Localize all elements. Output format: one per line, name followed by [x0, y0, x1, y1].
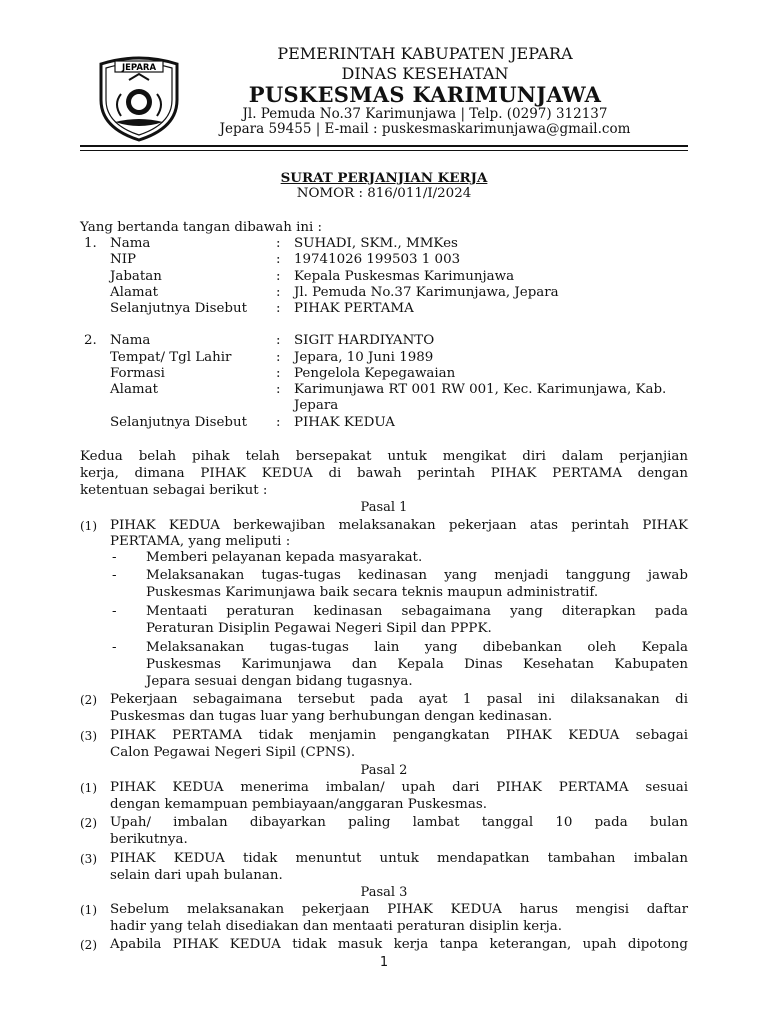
party-2-value: PIHAK KEDUA	[294, 415, 395, 430]
document-number: NOMOR : 816/011/I/2024	[296, 186, 472, 201]
bullet-text: Mentaati peraturan kedinasan sebagaimana yang diterapkan pada	[146, 604, 688, 619]
party-1-label: Nama	[110, 236, 151, 251]
party-2-label: Selanjutnya Disebut	[110, 415, 247, 430]
header-rule-thick	[80, 145, 688, 147]
party-1-value: PIHAK PERTAMA	[294, 301, 414, 316]
document-title: SURAT PERJANJIAN KERJA	[280, 170, 488, 186]
header-government: PEMERINTAH KABUPATEN JEPARA	[277, 44, 573, 63]
header-rule-thin	[80, 150, 688, 151]
pasal-1-heading: Pasal 1	[360, 500, 408, 515]
bullet-text: Memberi pelayanan kepada masyarakat.	[146, 550, 423, 565]
clause-text: Puskesmas dan tugas luar yang berhubungan dengan kedinasan.	[110, 709, 553, 724]
colon: :	[276, 415, 281, 430]
clause-text: PIHAK KEDUA menerima imbalan/ upah dari PIHAK PERTAMA sesuai	[110, 780, 688, 795]
bullet-text: Jepara sesuai dengan bidang tugasnya.	[146, 674, 413, 689]
page-number: 1	[379, 955, 389, 970]
clause-text: Sebelum melaksanakan pekerjaan PIHAK KEDUA harus mengisi daftar	[110, 902, 688, 917]
bullet-dash: -	[112, 640, 117, 655]
clause-number: (3)	[80, 729, 97, 743]
clause-text: Upah/ imbalan dibayarkan paling lambat tanggal 10 pada bulan	[110, 815, 688, 830]
party-1-value: 19741026 199503 1 003	[294, 252, 461, 267]
party-2-label: Formasi	[110, 366, 165, 381]
clause-number: (3)	[80, 852, 97, 866]
jepara-coat-of-arms-logo	[93, 50, 185, 142]
party-2-label: Tempat/ Tgl Lahir	[110, 350, 232, 365]
colon: :	[276, 382, 281, 397]
party-1-number: 1.	[84, 236, 97, 251]
bullet-text: Peraturan Disiplin Pegawai Negeri Sipil dan PPPK.	[146, 621, 492, 636]
clause-text: Pekerjaan sebagaimana tersebut pada ayat 1 pasal ini dilaksanakan di	[110, 692, 688, 707]
party-2-label: Alamat	[110, 382, 158, 397]
colon: :	[276, 252, 281, 267]
clause-text: berikutnya.	[110, 832, 188, 847]
clause-text: Calon Pegawai Negeri Sipil (CPNS).	[110, 745, 356, 760]
clause-number: (1)	[80, 519, 97, 533]
party-2-value-continued: Jepara	[294, 398, 339, 413]
party-1-value: SUHADI, SKM., MMKes	[294, 236, 458, 251]
colon: :	[276, 366, 281, 381]
bullet-dash: -	[112, 568, 117, 583]
clause-number: (2)	[80, 938, 97, 952]
clause-number: (1)	[80, 903, 97, 917]
clause-text: dengan kemampuan pembiayaan/anggaran Puskesmas.	[110, 797, 487, 812]
colon: :	[276, 301, 281, 316]
bullet-text: Melaksanakan tugas-tugas lain yang dibebankan oleh Kepala	[146, 640, 688, 655]
bullet-text: Puskesmas Karimunjawa baik secara teknis maupun administratif.	[146, 585, 599, 600]
opening-paragraph-line: Kedua belah pihak telah bersepakat untuk mengikat diri dalam perjanjian	[80, 449, 688, 464]
bullet-dash: -	[112, 604, 117, 619]
party-1-label: Alamat	[110, 285, 158, 300]
opening-paragraph-line: kerja, dimana PIHAK KEDUA di bawah perintah PIHAK PERTAMA dengan	[80, 466, 688, 481]
clause-text: PERTAMA, yang meliputi :	[110, 534, 291, 549]
opening-paragraph-line: ketentuan sebagai berikut :	[80, 483, 268, 498]
pasal-2-heading: Pasal 2	[360, 763, 408, 778]
clause-text: hadir yang telah disediakan dan mentaati peraturan disiplin kerja.	[110, 919, 562, 934]
logo-lettering: JEPARA	[121, 63, 157, 73]
header-institution: PUSKESMAS KARIMUNJAWA	[248, 82, 602, 107]
colon: :	[276, 350, 281, 365]
clause-text: Apabila PIHAK KEDUA tidak masuk kerja tanpa keterangan, upah dipotong	[110, 937, 688, 952]
clause-text: PIHAK KEDUA berkewajiban melaksanakan pekerjaan atas perintah PIHAK	[110, 518, 688, 533]
header-address: Jl. Pemuda No.37 Karimunjawa | Telp. (0297) 312137	[242, 106, 608, 122]
colon: :	[276, 236, 281, 251]
party-2-number: 2.	[84, 333, 97, 348]
party-2-value: Jepara, 10 Juni 1989	[294, 350, 434, 365]
bullet-dash: -	[112, 550, 117, 565]
colon: :	[276, 285, 281, 300]
party-2-label: Nama	[110, 333, 151, 348]
party-1-value: Kepala Puskesmas Karimunjawa	[294, 269, 515, 284]
clause-number: (2)	[80, 693, 97, 707]
pasal-3-heading: Pasal 3	[360, 885, 408, 900]
bullet-text: Melaksanakan tugas-tugas kedinasan yang menjadi tanggung jawab	[146, 568, 688, 583]
party-1-label: Selanjutnya Disebut	[110, 301, 247, 316]
party-1-label: Jabatan	[110, 269, 162, 284]
clause-text: PIHAK PERTAMA tidak menjamin pengangkatan PIHAK KEDUA sebagai	[110, 728, 688, 743]
party-1-value: Jl. Pemuda No.37 Karimunjawa, Jepara	[294, 285, 559, 300]
bullet-text: Puskesmas Karimunjawa dan Kepala Dinas Kesehatan Kabupaten	[146, 657, 688, 672]
party-2-value: Karimunjawa RT 001 RW 001, Kec. Karimunjawa, Kab.	[294, 382, 667, 397]
party-1-label: NIP	[110, 252, 137, 267]
party-2-value: Pengelola Kepegawaian	[294, 366, 456, 381]
clause-number: (2)	[80, 816, 97, 830]
header-agency: DINAS KESEHATAN	[341, 64, 509, 83]
intro-text: Yang bertanda tangan dibawah ini :	[80, 220, 323, 235]
header-contact: Jepara 59455 | E-mail : puskesmaskarimunjawa@gmail.com	[219, 121, 631, 137]
colon: :	[276, 269, 281, 284]
clause-number: (1)	[80, 781, 97, 795]
clause-text: PIHAK KEDUA tidak menuntut untuk mendapatkan tambahan imbalan	[110, 851, 688, 866]
clause-text: selain dari upah bulanan.	[110, 868, 283, 883]
colon: :	[276, 333, 281, 348]
party-2-value: SIGIT HARDIYANTO	[294, 333, 435, 348]
